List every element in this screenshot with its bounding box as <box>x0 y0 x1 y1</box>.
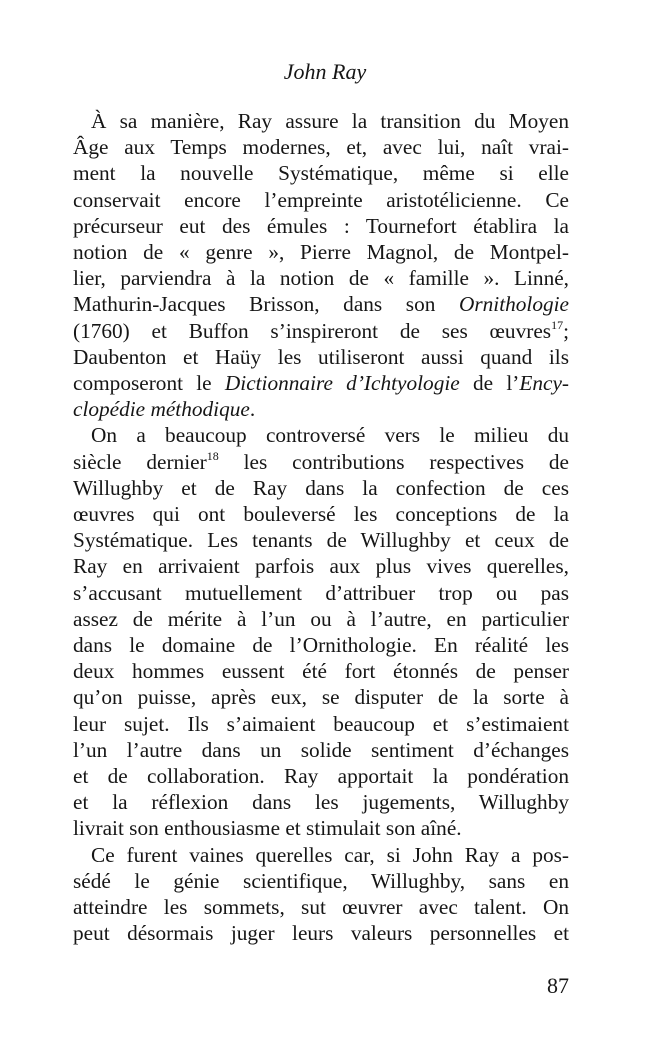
text-line: Âge aux Temps modernes, et, avec lui, naît vrai- <box>73 135 569 160</box>
text-line: Willughby et de Ray dans la confection de ces <box>73 475 569 500</box>
text-line: leur sujet. Ils s’aimaient beaucoup et s’estimaient <box>73 711 569 736</box>
paragraph-1 <box>73 108 569 422</box>
text-line: sédé le génie scientifique, Willughby, sans en <box>73 868 569 893</box>
text-run: ; <box>563 318 569 343</box>
text-line: deux hommes eussent été fort étonnés de penser <box>73 659 569 684</box>
text-line <box>73 370 569 396</box>
body-text <box>73 108 569 947</box>
text-line <box>73 291 569 317</box>
text-line <box>73 318 569 344</box>
text-line: notion de « genre », Pierre Magnol, de Montpel- <box>73 240 569 265</box>
text-run: les contributions respectives de <box>218 449 570 474</box>
italic-title: Ency- <box>519 371 570 396</box>
text-line: À sa manière, Ray assure la transition du Moyen <box>91 109 569 133</box>
text-run: . <box>249 397 256 422</box>
text-line: peut désormais juger leurs valeurs personnelles et <box>73 921 569 946</box>
text-line: Daubenton et Haüy les utiliseront aussi quand ils <box>73 344 569 369</box>
running-head: John Ray <box>283 59 367 84</box>
text-line: Systématique. Les tenants de Willughby et ceux de <box>73 528 569 553</box>
text-line: qu’on puisse, après eux, se disputer de la sorte à <box>73 685 569 710</box>
text-run: composeront le <box>73 371 225 396</box>
text-line: et la réflexion dans les jugements, Willughby <box>73 790 569 815</box>
text-line: lier, parviendra à la notion de « famille ». Linné, <box>73 266 569 291</box>
text-line <box>73 396 569 422</box>
text-line: précurseur eut des émules : Tournefort établira la <box>73 213 569 238</box>
italic-title: Dictionnaire d’Ichtyologie <box>224 371 460 396</box>
footnote-ref: 18 <box>206 448 219 463</box>
text-run: siècle dernier <box>73 449 207 474</box>
text-run: (1760) et Buffon s’inspireront de ses œuvres <box>73 318 552 343</box>
text-line: assez de mérite à l’un ou à l’autre, en particulier <box>73 606 569 631</box>
text-line: atteindre les sommets, sut œuvrer avec talent. On <box>73 895 569 920</box>
text-line: et de collaboration. Ray apportait la pondération <box>73 764 569 789</box>
text-line: conservait encore l’empreinte aristotélicienne. Ce <box>73 187 569 212</box>
page-number: 87 <box>547 973 569 998</box>
text-line: l’un l’autre dans un solide sentiment d’échanges <box>73 737 569 762</box>
italic-title: Ornithologie <box>458 292 569 317</box>
text-line: Ray en arrivaient parfois aux plus vives querelles, <box>73 554 569 579</box>
text-run: Mathurin-Jacques Brisson, dans son <box>73 292 459 317</box>
paragraph-3 <box>73 842 569 947</box>
text-line: dans le domaine de l’Ornithologie. En réalité les <box>73 633 569 658</box>
text-line: s’accusant mutuellement d’attribuer trop ou pas <box>73 580 569 605</box>
text-line: œuvres qui ont bouleversé les conceptions de la <box>73 502 569 527</box>
paragraph-2 <box>73 422 569 841</box>
text-run: de l’ <box>459 371 520 396</box>
text-line: On a beaucoup controversé vers le milieu du <box>91 423 569 448</box>
text-line: ment la nouvelle Systématique, même si elle <box>73 161 569 186</box>
italic-title: clopédie méthodique <box>73 397 250 422</box>
text-line: Ce furent vaines querelles car, si John Ray a pos- <box>91 842 569 867</box>
footnote-ref: 17 <box>551 317 564 332</box>
text-line: livrait son enthousiasme et stimulait son aîné. <box>73 816 462 841</box>
text-line <box>73 449 569 475</box>
